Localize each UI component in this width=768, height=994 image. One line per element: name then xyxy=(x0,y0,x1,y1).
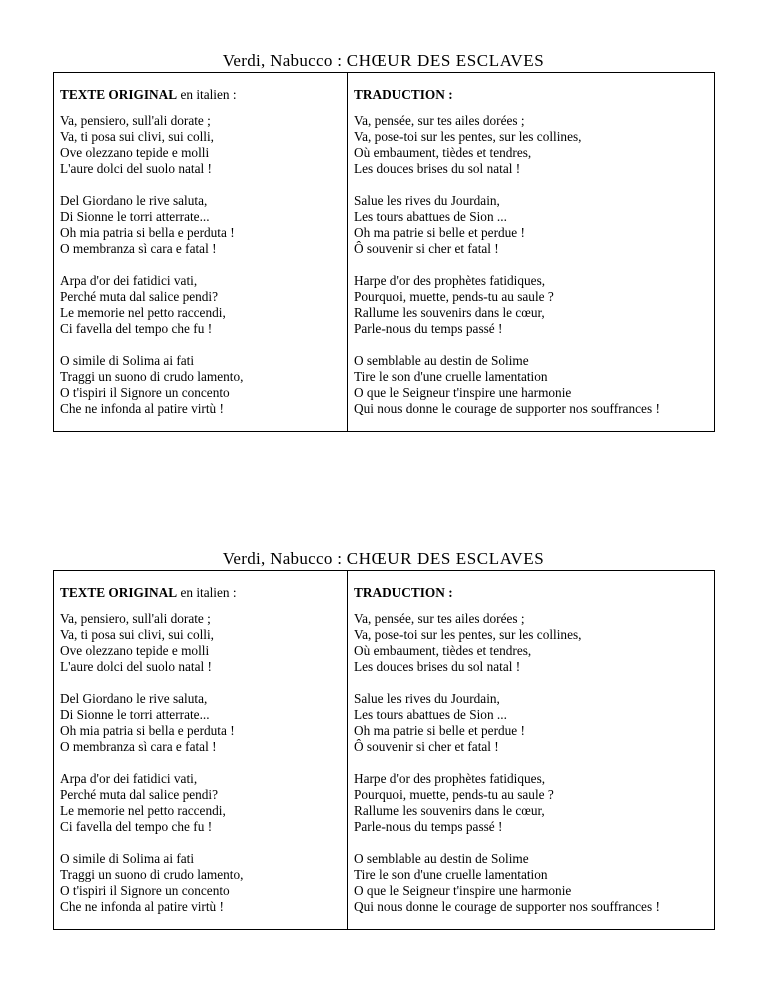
stanza-row xyxy=(54,691,715,771)
translation-stanza: Va, pensée, sur tes ailes dorées ; Va, pose-toi sur les pentes, sur les collines, Où embaument, tièdes et tendres, Les douces brises du sol natal ! xyxy=(348,113,715,193)
original-stanza: O simile di Solima ai fati Traggi un suono di crudo lamento, O t'ispiri il Signore un concento Che ne infonda al patire virtù ! xyxy=(54,353,348,432)
translation-header: TRADUCTION : xyxy=(348,571,715,612)
song-card-bottom xyxy=(53,548,714,930)
song-card-top xyxy=(53,50,714,432)
stanza-row xyxy=(54,273,715,353)
original-stanza: Del Giordano le rive saluta, Di Sionne le torri atterrate... Oh mia patria si bella e perduta ! O membranza sì cara e fatal ! xyxy=(54,691,348,771)
original-stanza: O simile di Solima ai fati Traggi un suono di crudo lamento, O t'ispiri il Signore un concento Che ne infonda al patire virtù ! xyxy=(54,851,348,930)
stanza-row xyxy=(54,353,715,432)
translation-stanza: Harpe d'or des prophètes fatidiques, Pourquoi, muette, pends-tu au saule ? Rallume les souvenirs dans le cœur, Parle-nous du temps passé ! xyxy=(348,273,715,353)
translation-stanza: O semblable au destin de Solime Tire le son d'une cruelle lamentation O que le Seigneur t'inspire une harmonie Qui nous donne le courage de supporter nos souffrances ! xyxy=(348,353,715,432)
original-stanza: Del Giordano le rive saluta, Di Sionne le torri atterrate... Oh mia patria si bella e perduta ! O membranza sì cara e fatal ! xyxy=(54,193,348,273)
title-prefix: Verdi, Nabucco : xyxy=(222,549,347,568)
translation-stanza: Va, pensée, sur tes ailes dorées ; Va, pose-toi sur les pentes, sur les collines, Où embaument, tièdes et tendres, Les douces brises du sol natal ! xyxy=(348,611,715,691)
original-header: TEXTE ORIGINAL en italien : xyxy=(54,571,348,612)
stanza-row xyxy=(54,851,715,930)
page-title xyxy=(53,548,714,570)
translation-stanza: O semblable au destin de Solime Tire le son d'une cruelle lamentation O que le Seigneur t'inspire une harmonie Qui nous donne le courage de supporter nos souffrances ! xyxy=(348,851,715,930)
original-stanza: Va, pensiero, sull'ali dorate ; Va, ti posa sui clivi, sui colli, Ove olezzano tepide e molli L'aure dolci del suolo natal ! xyxy=(54,113,348,193)
stanza-row xyxy=(54,193,715,273)
stanza-row xyxy=(54,113,715,193)
lyrics-table xyxy=(53,72,715,432)
title-prefix: Verdi, Nabucco : xyxy=(222,51,347,70)
translation-stanza: Harpe d'or des prophètes fatidiques, Pourquoi, muette, pends-tu au saule ? Rallume les souvenirs dans le cœur, Parle-nous du temps passé ! xyxy=(348,771,715,851)
translation-stanza: Salue les rives du Jourdain, Les tours abattues de Sion ... Oh ma patrie si belle et perdue ! Ô souvenir si cher et fatal ! xyxy=(348,193,715,273)
header-row xyxy=(54,571,715,612)
title-caps: CHŒUR DES ESCLAVES xyxy=(346,51,545,70)
translation-header: TRADUCTION : xyxy=(348,73,715,114)
original-stanza: Arpa d'or dei fatidici vati, Perché muta dal salice pendi? Le memorie nel petto raccendi, Ci favella del tempo che fu ! xyxy=(54,273,348,353)
stanza-row xyxy=(54,611,715,691)
title-caps: CHŒUR DES ESCLAVES xyxy=(346,549,545,568)
header-row xyxy=(54,73,715,114)
original-stanza: Arpa d'or dei fatidici vati, Perché muta dal salice pendi? Le memorie nel petto raccendi, Ci favella del tempo che fu ! xyxy=(54,771,348,851)
original-stanza: Va, pensiero, sull'ali dorate ; Va, ti posa sui clivi, sui colli, Ove olezzano tepide e molli L'aure dolci del suolo natal ! xyxy=(54,611,348,691)
original-header: TEXTE ORIGINAL en italien : xyxy=(54,73,348,114)
lyrics-table xyxy=(53,570,715,930)
page-title xyxy=(53,50,714,72)
stanza-row xyxy=(54,771,715,851)
translation-stanza: Salue les rives du Jourdain, Les tours abattues de Sion ... Oh ma patrie si belle et perdue ! Ô souvenir si cher et fatal ! xyxy=(348,691,715,771)
